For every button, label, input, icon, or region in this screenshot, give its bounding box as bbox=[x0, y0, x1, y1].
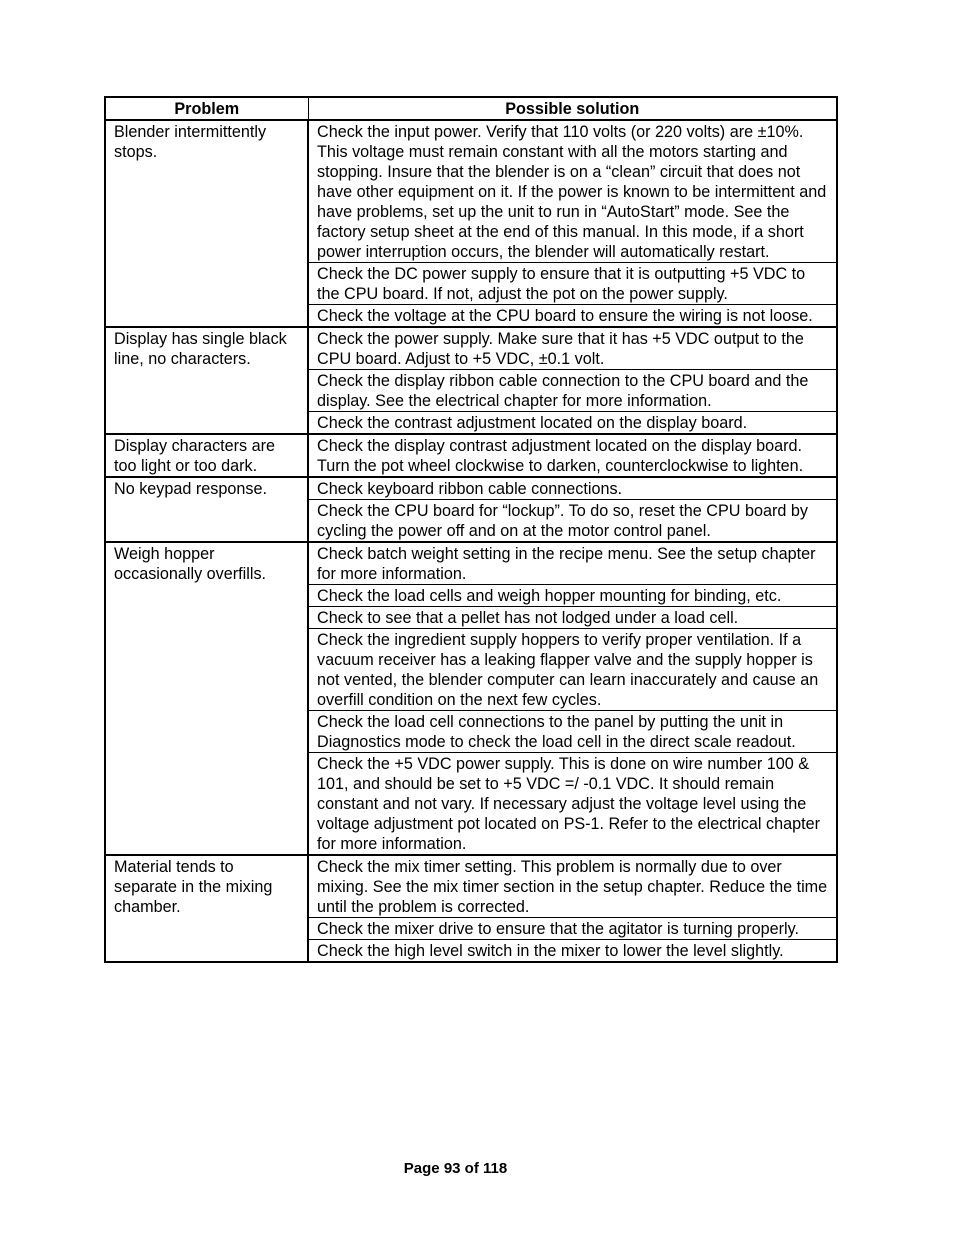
problem-cell: Display characters are too light or too dark. bbox=[105, 434, 308, 477]
solution-cell: Check the mix timer setting. This problem is normally due to over mixing. See the mix timer section in the setup chapter. Reduce the time until the problem is corrected. bbox=[308, 855, 837, 918]
solution-cell: Check the DC power supply to ensure that it is outputting +5 VDC to the CPU board. If not, adjust the pot on the power supply. bbox=[308, 263, 837, 305]
page-number: Page 93 of 118 bbox=[403, 1160, 508, 1177]
table-header-row bbox=[105, 97, 837, 120]
solution-cell: Check the voltage at the CPU board to ensure the wiring is not loose. bbox=[308, 305, 837, 328]
problem-cell: Blender intermittently stops. bbox=[105, 120, 308, 327]
solution-cell: Check the input power. Verify that 110 volts (or 220 volts) are ±10%. This voltage must remain constant with all the motors starting and stopping. Insure that the blender is on a “clean” circuit that does not have other equipment on it. If the power is known to be intermittent and have problems, set up the unit to run in “AutoStart” mode. See the factory setup sheet at the end of this manual. In this mode, if a short power interruption occurs, the blender will automatically restart. bbox=[308, 120, 837, 263]
solution-cell: Check the load cells and weigh hopper mounting for binding, etc. bbox=[308, 585, 837, 607]
solution-cell: Check to see that a pellet has not lodged under a load cell. bbox=[308, 607, 837, 629]
solution-cell: Check the load cell connections to the panel by putting the unit in Diagnostics mode to check the load cell in the direct scale readout. bbox=[308, 711, 837, 753]
solution-cell: Check the mixer drive to ensure that the agitator is turning properly. bbox=[308, 918, 837, 940]
solution-cell: Check the contrast adjustment located on the display board. bbox=[308, 412, 837, 435]
table-row bbox=[105, 542, 837, 585]
solution-cell: Check the CPU board for “lockup”. To do so, reset the CPU board by cycling the power off and on at the motor control panel. bbox=[308, 500, 837, 543]
solution-cell: Check batch weight setting in the recipe menu. See the setup chapter for more information. bbox=[308, 542, 837, 585]
problem-cell: Weigh hopper occasionally overfills. bbox=[105, 542, 308, 855]
solution-cell: Check the power supply. Make sure that it has +5 VDC output to the CPU board. Adjust to +5 VDC, ±0.1 volt. bbox=[308, 327, 837, 370]
solution-cell: Check the ingredient supply hoppers to verify proper ventilation. If a vacuum receiver has a leaking flapper valve and the supply hopper is not vented, the blender computer can learn inaccurately and cause an overfill condition on the next few cycles. bbox=[308, 629, 837, 711]
problem-cell: Material tends to separate in the mixing chamber. bbox=[105, 855, 308, 962]
table-row bbox=[105, 855, 837, 918]
solution-cell: Check the display contrast adjustment located on the display board. Turn the pot wheel clockwise to darken, counterclockwise to lighten. bbox=[308, 434, 837, 477]
solution-column-header: Possible solution bbox=[308, 97, 837, 120]
table-body bbox=[105, 120, 837, 962]
troubleshooting-table bbox=[104, 96, 838, 963]
solution-cell: Check keyboard ribbon cable connections. bbox=[308, 477, 837, 500]
solution-cell: Check the high level switch in the mixer to lower the level slightly. bbox=[308, 940, 837, 963]
table-row bbox=[105, 327, 837, 370]
table-row bbox=[105, 434, 837, 477]
solution-cell: Check the display ribbon cable connection to the CPU board and the display. See the electrical chapter for more information. bbox=[308, 370, 837, 412]
problem-column-header: Problem bbox=[105, 97, 308, 120]
problem-cell: Display has single black line, no characters. bbox=[105, 327, 308, 434]
problem-cell: No keypad response. bbox=[105, 477, 308, 542]
solution-cell: Check the +5 VDC power supply. This is done on wire number 100 & 101, and should be set to +5 VDC =/ -0.1 VDC. It should remain constant and not vary. If necessary adjust the voltage level using the voltage adjustment pot located on PS-1. Refer to the electrical chapter for more information. bbox=[308, 753, 837, 856]
table-row bbox=[105, 120, 837, 263]
table-row bbox=[105, 477, 837, 500]
